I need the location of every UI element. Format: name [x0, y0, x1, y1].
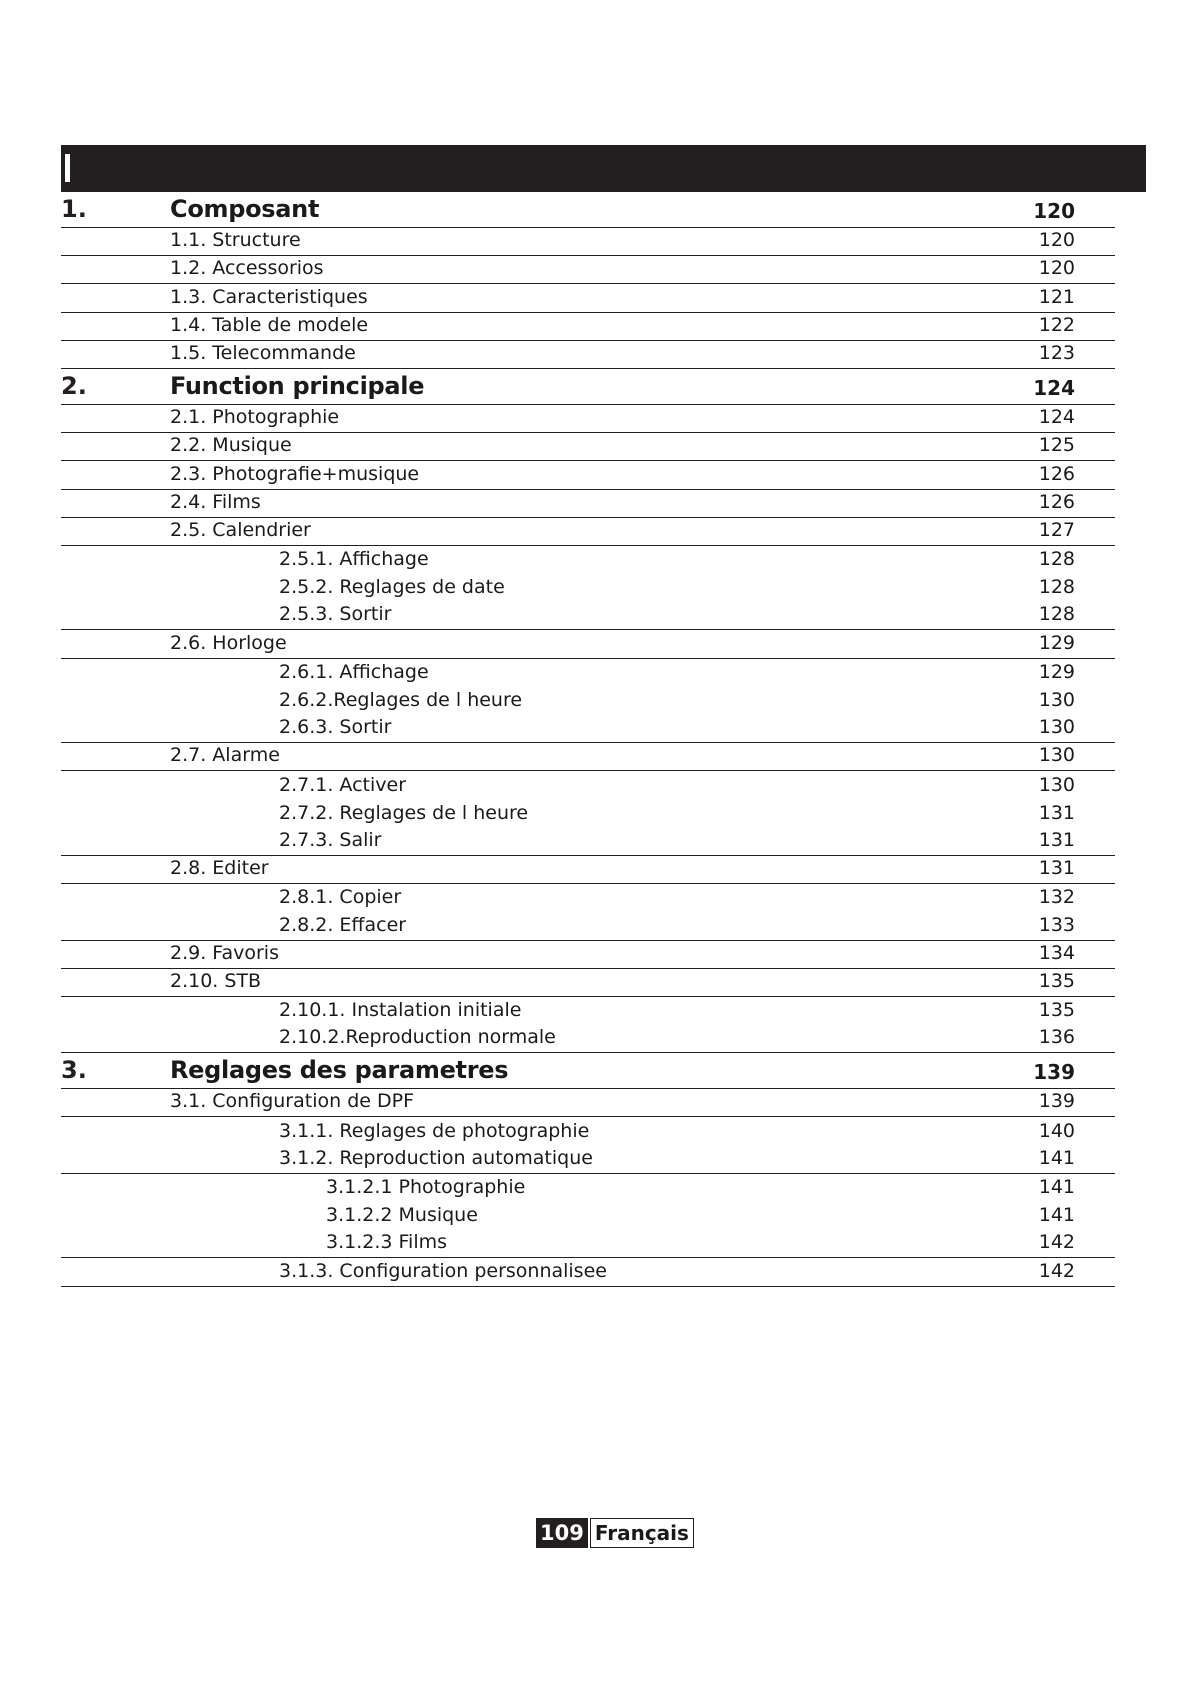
toc-section-row[interactable] — [61, 1053, 1115, 1089]
page-number: 109 — [536, 1518, 588, 1548]
toc-entry-row[interactable] — [61, 461, 1115, 489]
toc-entry-row[interactable] — [61, 313, 1115, 341]
toc-entry-row[interactable] — [61, 884, 1115, 912]
toc-entry-row[interactable] — [61, 490, 1115, 518]
toc-page-number: 131 — [1038, 801, 1075, 824]
toc-page-number: 136 — [1038, 1026, 1075, 1049]
toc-entry-row[interactable] — [61, 969, 1115, 997]
toc-page-number: 127 — [1038, 518, 1075, 541]
toc-page-number: 128 — [1038, 576, 1075, 599]
toc-page-number: 135 — [1038, 969, 1075, 992]
toc-page-number: 120 — [1038, 257, 1075, 280]
toc-entry-label: 2.6.3. Sortir — [279, 716, 392, 739]
toc-page-number: 128 — [1038, 603, 1075, 626]
toc-entry-row[interactable] — [61, 630, 1115, 658]
toc-entry-label: 2.2. Musique — [170, 434, 292, 457]
toc-entry-label: 2.6.2.Reglages de l heure — [279, 689, 523, 711]
toc-page-number: 130 — [1038, 773, 1075, 796]
toc-entry-label: 2.6.1. Affichage — [279, 660, 429, 683]
toc-page-number: 141 — [1038, 1204, 1075, 1227]
language-label: Français — [590, 1518, 694, 1548]
toc-entry-label: 1.5. Telecommande — [170, 341, 356, 364]
toc-entry-row[interactable] — [61, 912, 1115, 940]
header-marker — [65, 154, 70, 182]
toc-page-number: 129 — [1038, 631, 1075, 654]
table-of-contents — [61, 192, 1115, 1287]
toc-entry-label: 2.7. Alarme — [170, 744, 280, 767]
toc-entry-label: 2.10.1. Instalation initiale — [279, 999, 522, 1022]
toc-page-number: 124 — [1033, 375, 1075, 400]
toc-page-number: 123 — [1038, 341, 1075, 364]
toc-entry-label: 2.7.2. Reglages de l heure — [279, 801, 529, 824]
toc-entry-row[interactable] — [61, 715, 1115, 743]
toc-entry-label: Reglages des parametres — [170, 1056, 509, 1085]
toc-page-number: 125 — [1038, 434, 1075, 457]
toc-section-number: 1. — [61, 195, 87, 223]
toc-entry-row[interactable] — [61, 1146, 1115, 1174]
toc-entry-label: 3.1.2. Reproduction automatique — [279, 1146, 593, 1169]
toc-entry-row[interactable] — [61, 771, 1115, 799]
toc-entry-row[interactable] — [61, 602, 1115, 630]
toc-entry-label: 2.3. Photografie+musique — [170, 462, 420, 485]
toc-entry-row[interactable] — [61, 228, 1115, 256]
toc-page-number: 140 — [1038, 1119, 1075, 1142]
toc-entry-row[interactable] — [61, 1258, 1115, 1286]
toc-entry-label: 2.5.2. Reglages de date — [279, 576, 505, 599]
toc-entry-label: 2.6. Horloge — [170, 631, 287, 654]
toc-page-number: 134 — [1038, 941, 1075, 964]
toc-page-number: 141 — [1038, 1146, 1075, 1169]
page-footer — [536, 1518, 694, 1548]
toc-entry-row[interactable] — [61, 687, 1115, 715]
toc-page-number: 142 — [1038, 1259, 1075, 1282]
toc-entry-label: 2.7.1. Activer — [279, 773, 407, 796]
toc-page-number: 139 — [1033, 1060, 1075, 1085]
toc-page-number: 131 — [1038, 828, 1075, 851]
toc-entry-label: 2.8.2. Effacer — [279, 913, 407, 936]
toc-page-number: 132 — [1038, 886, 1075, 909]
toc-entry-row[interactable] — [61, 574, 1115, 602]
toc-page-number: 135 — [1038, 999, 1075, 1022]
toc-page-number: 130 — [1038, 744, 1075, 767]
toc-entry-label: 3.1.2.1 Photographie — [326, 1176, 526, 1198]
toc-entry-label: 2.5.1. Affichage — [279, 548, 429, 571]
toc-entry-label: 2.4. Films — [170, 490, 261, 513]
toc-page-number: 133 — [1038, 913, 1075, 936]
toc-entry-label: 2.9. Favoris — [170, 941, 279, 964]
toc-section-number: 2. — [61, 371, 87, 400]
toc-page-number: 130 — [1038, 716, 1075, 739]
toc-entry-row[interactable] — [61, 659, 1115, 687]
toc-entry-row[interactable] — [61, 1202, 1115, 1230]
toc-entry-label: 3.1.3. Configuration personnalisee — [279, 1259, 607, 1282]
toc-page-number: 120 — [1033, 199, 1075, 223]
toc-entry-label: 3.1.2.3 Films — [326, 1231, 448, 1254]
toc-entry-label: 3.1.1. Reglages de photographie — [279, 1119, 590, 1142]
toc-entry-label: 1.4. Table de modele — [170, 313, 369, 336]
toc-entry-row[interactable] — [61, 518, 1115, 546]
toc-entry-row[interactable] — [61, 256, 1115, 284]
toc-entry-label: 1.3. Caracteristiques — [170, 285, 368, 308]
toc-entry-label: Function principale — [170, 371, 425, 400]
toc-section-number: 3. — [61, 1056, 87, 1085]
toc-page-number: 129 — [1038, 660, 1075, 683]
toc-entry-label: Composant — [170, 195, 320, 223]
toc-entry-row[interactable] — [61, 941, 1115, 969]
toc-entry-label: 1.2. Accessorios — [170, 257, 324, 280]
toc-page-number: 142 — [1038, 1231, 1075, 1254]
toc-page-number: 124 — [1038, 406, 1075, 429]
toc-section-row[interactable] — [61, 192, 1115, 228]
toc-entry-label: 2.5. Calendrier — [170, 518, 311, 541]
toc-entry-row[interactable] — [61, 856, 1115, 884]
toc-page-number: 130 — [1038, 689, 1075, 711]
toc-entry-row[interactable] — [61, 1089, 1115, 1117]
toc-entry-row[interactable] — [61, 405, 1115, 433]
toc-page-number: 139 — [1038, 1090, 1075, 1113]
toc-page-number: 126 — [1038, 490, 1075, 513]
toc-entry-label: 2.1. Photographie — [170, 406, 340, 429]
toc-entry-row[interactable] — [61, 1230, 1115, 1258]
toc-entry-row[interactable] — [61, 800, 1115, 828]
toc-entry-label: 1.1. Structure — [170, 229, 301, 252]
toc-entry-row[interactable] — [61, 828, 1115, 856]
toc-page-number: 122 — [1038, 313, 1075, 336]
toc-entry-label: 2.8.1. Copier — [279, 886, 402, 909]
toc-entry-label: 2.8. Editer — [170, 857, 269, 880]
toc-page-number: 126 — [1038, 462, 1075, 485]
toc-page-number: 120 — [1038, 229, 1075, 252]
toc-entry-label: 2.10. STB — [170, 969, 262, 992]
toc-section-row[interactable] — [61, 369, 1115, 405]
section-header-bar — [61, 145, 1146, 192]
toc-entry-label: 3.1.2.2 Musique — [326, 1204, 478, 1227]
toc-entry-row[interactable] — [61, 1117, 1115, 1145]
toc-entry-label: 2.10.2.Reproduction normale — [279, 1026, 556, 1049]
toc-entry-row[interactable] — [61, 341, 1115, 369]
toc-entry-row[interactable] — [61, 284, 1115, 312]
toc-entry-row[interactable] — [61, 997, 1115, 1025]
toc-page-number: 128 — [1038, 548, 1075, 571]
toc-entry-row[interactable] — [61, 433, 1115, 461]
toc-entry-label: 3.1. Configuration de DPF — [170, 1090, 414, 1113]
toc-entry-label: 2.5.3. Sortir — [279, 603, 392, 626]
toc-entry-label: 2.7.3. Salir — [279, 828, 382, 851]
toc-page-number: 141 — [1038, 1176, 1075, 1198]
toc-entry-row[interactable] — [61, 546, 1115, 574]
toc-page-number: 131 — [1038, 857, 1075, 880]
toc-page-number: 121 — [1038, 285, 1075, 308]
toc-entry-row[interactable] — [61, 743, 1115, 771]
toc-entry-row[interactable] — [61, 1025, 1115, 1053]
toc-entry-row[interactable] — [61, 1174, 1115, 1202]
